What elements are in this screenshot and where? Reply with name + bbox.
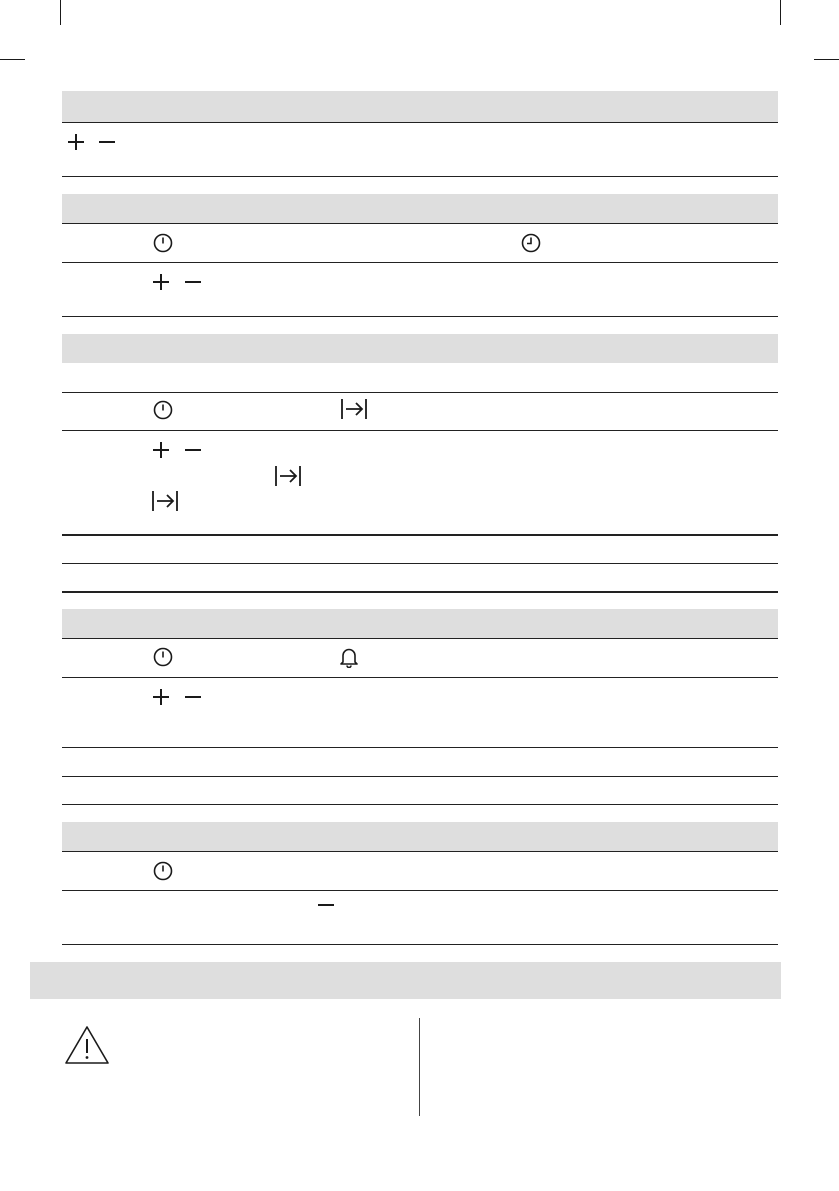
- crop-mark: [780, 0, 781, 25]
- minus-icon: [184, 688, 202, 706]
- end-time-icon: [521, 233, 541, 253]
- table-rule: [62, 176, 778, 177]
- table-rule: [62, 944, 778, 945]
- table-rule: [62, 804, 778, 805]
- crop-mark: [60, 0, 61, 25]
- table-rule: [62, 534, 778, 536]
- table-rule: [62, 223, 778, 224]
- crop-mark: [0, 59, 25, 60]
- minus-icon: [317, 896, 335, 914]
- table-rule: [62, 677, 778, 678]
- plus-icon: [152, 273, 170, 291]
- warning-icon: [64, 1025, 110, 1065]
- table-rule: [62, 563, 778, 564]
- minus-icon: [184, 441, 202, 459]
- plus-icon: [152, 441, 170, 459]
- table-rule: [62, 392, 778, 393]
- bell-icon: [339, 646, 359, 668]
- table-rule: [62, 890, 778, 891]
- duration-icon: [274, 465, 302, 487]
- table-header-band: [62, 91, 778, 122]
- table-header-band: [62, 609, 778, 638]
- table-rule: [62, 122, 778, 123]
- plus-icon: [152, 688, 170, 706]
- column-divider: [419, 1018, 420, 1116]
- crop-mark: [814, 59, 839, 60]
- clock-icon: [153, 647, 173, 667]
- section-header-band: [30, 962, 781, 999]
- table-rule: [62, 638, 778, 639]
- table-rule: [62, 851, 778, 852]
- clock-icon: [153, 861, 173, 881]
- clock-icon: [153, 400, 173, 420]
- duration-icon: [340, 398, 368, 420]
- table-rule: [62, 316, 778, 317]
- table-rule: [62, 747, 778, 748]
- table-header-band: [62, 194, 778, 223]
- plus-icon: [67, 133, 85, 151]
- minus-icon: [184, 273, 202, 291]
- duration-icon: [151, 490, 179, 512]
- table-rule: [62, 591, 778, 593]
- table-header-band: [62, 822, 778, 851]
- table-rule: [62, 262, 778, 263]
- table-rule: [62, 776, 778, 777]
- minus-icon: [98, 133, 116, 151]
- table-rule: [62, 430, 778, 431]
- clock-icon: [153, 233, 173, 253]
- table-header-band: [62, 334, 778, 363]
